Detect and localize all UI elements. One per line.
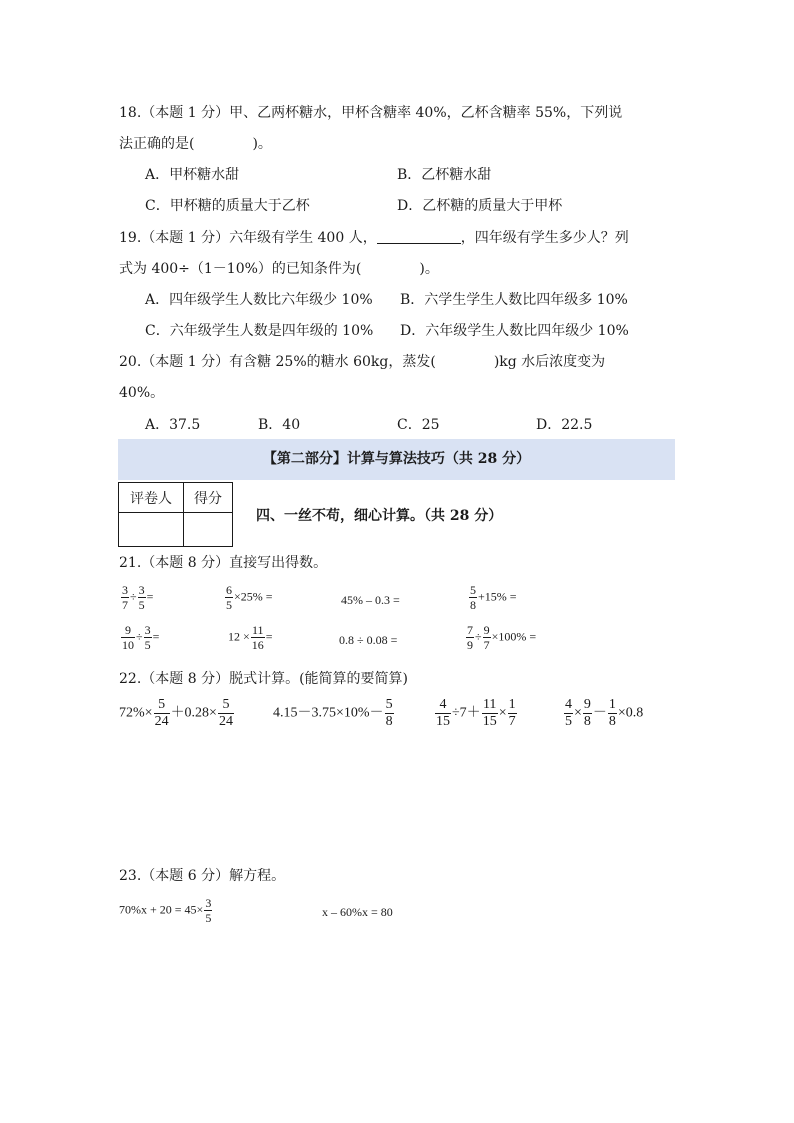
q21-expr-1 <box>120 584 153 611</box>
q22-e1-d1: 24 <box>154 714 169 729</box>
q21-e5-op: ÷ <box>136 629 143 644</box>
q22-e3-n2: 11 <box>482 697 497 712</box>
q19-line1-a: 19.（本题 1 分）六年级有学生 400 人， <box>119 230 377 246</box>
q21-e4-tail: +15% = <box>478 589 517 604</box>
q21-e8-op: ÷ <box>475 629 482 644</box>
q21-e1-n2: 3 <box>138 583 145 597</box>
q23-e1-pre: 70%x + 20 = 45× <box>119 902 204 917</box>
q23-e1-n1: 3 <box>205 896 212 910</box>
q21-e1-d1: 7 <box>122 598 128 612</box>
q22-e4-op2: － <box>592 705 607 721</box>
q21-e8-n1: 7 <box>467 623 473 637</box>
q21-e5-n1: 9 <box>121 624 135 638</box>
q21-e8-d1: 9 <box>467 638 473 652</box>
q21-expr-3: 45% – 0.3 = <box>341 593 400 607</box>
q21-e8-tail: ×100% = <box>491 629 537 644</box>
q18-option-d: D．乙杯糖的质量大于甲杯 <box>397 198 563 214</box>
q22-e3-op: × <box>498 705 507 721</box>
q22-e3-mid: ÷7＋ <box>452 705 481 721</box>
q22-e3-d3: 7 <box>508 714 516 729</box>
q20-line1-a: 20.（本题 1 分）有含糖 25%的糖水 60kg，蒸发( <box>119 354 436 370</box>
q21-e5-tail: = <box>152 629 160 644</box>
score-table <box>118 482 233 547</box>
q22-e2-d1: 8 <box>385 714 393 729</box>
q22-expr-2 <box>273 698 395 729</box>
q20-line2: 40%。 <box>119 385 165 401</box>
q22-title: 22.（本题 8 分）脱式计算。(能简算的要简算) <box>119 671 408 687</box>
q23-title: 23.（本题 6 分）解方程。 <box>119 868 286 884</box>
q18-line2-b: )。 <box>252 136 272 152</box>
q21-expr-8 <box>465 624 536 651</box>
score-table-header-score: 得分 <box>184 483 233 513</box>
q22-e3-n1: 4 <box>435 698 451 714</box>
q19-line2-a: 式为 400÷（1－10%）的已知条件为( <box>119 261 362 277</box>
q19-line2 <box>119 258 439 278</box>
q19-option-b: B．六学生学生人数比四年级多 10% <box>400 292 628 308</box>
q22-e1-mid: ＋0.28× <box>170 705 217 721</box>
q22-e1-n1: 5 <box>154 698 170 714</box>
q21-e8-d2: 7 <box>483 638 490 652</box>
q19-line2-b: )。 <box>419 261 439 277</box>
q21-e5-n2: 3 <box>144 623 151 637</box>
q22-expr-1 <box>119 698 235 729</box>
q20-option-d: D．22.5 <box>536 417 593 433</box>
q20-option-c: C．25 <box>397 417 440 433</box>
q20-line1-b: )kg 水后浓度变为 <box>493 354 606 370</box>
q21-e1-d2: 5 <box>138 598 145 612</box>
q21-e6-d1: 16 <box>251 638 264 652</box>
q21-e4-d1: 8 <box>470 598 476 612</box>
q21-e6-tail: = <box>265 629 273 644</box>
q22-e4-n1: 4 <box>565 697 572 712</box>
q22-e4-n3: 1 <box>608 697 616 712</box>
q22-e3-d2: 15 <box>482 714 497 729</box>
q21-title: 21.（本题 8 分）直接写出得数。 <box>119 555 328 571</box>
q22-expr-3 <box>434 698 518 729</box>
q20-option-b: B．40 <box>258 417 301 433</box>
q20-line1 <box>119 351 605 371</box>
q23-equation-2: x – 60%x = 80 <box>322 905 393 919</box>
q19-option-d: D．六年级学生人数比四年级少 10% <box>400 323 629 339</box>
grader-cell[interactable] <box>119 513 184 547</box>
q22-e4-n2: 9 <box>583 697 591 712</box>
q21-e8-n2: 9 <box>483 623 490 637</box>
q19-line1-b: ，四年级有学生多少人？列 <box>460 230 629 246</box>
q21-e1-tail: = <box>146 589 154 604</box>
q21-e2-d1: 5 <box>226 598 232 612</box>
score-table-header-grader: 评卷人 <box>119 483 184 513</box>
section-banner: 【第二部分】计算与算法技巧（共 28 分） <box>118 439 675 480</box>
q19-option-c: C．六年级学生人数是四年级的 10% <box>145 323 374 339</box>
q21-expr-6 <box>228 624 273 651</box>
q22-e4-tail: ×0.8 <box>617 705 644 721</box>
q21-e1-n1: 3 <box>122 583 128 597</box>
q18-option-b: B．乙杯糖水甜 <box>397 167 492 183</box>
q18-option-c: C．甲杯糖的质量大于乙杯 <box>145 198 310 214</box>
q22-e2-n1: 5 <box>385 697 393 712</box>
q20-option-a: A．37.5 <box>145 417 201 433</box>
q21-expr-5 <box>120 624 159 651</box>
q22-e4-d3: 8 <box>608 714 616 729</box>
q22-expr-4 <box>563 698 643 729</box>
q22-e1-pre: 72%× <box>119 705 153 721</box>
q19-line1 <box>119 227 629 247</box>
q21-e2-n1: 6 <box>226 583 232 597</box>
q21-e5-d1: 10 <box>122 638 134 652</box>
q21-e2-tail: ×25% = <box>234 589 273 604</box>
q19-fill-line[interactable] <box>377 243 461 244</box>
q18-line1: 18.（本题 1 分）甲、乙两杯糖水，甲杯含糖率 40%，乙杯含糖率 55%，下列说 <box>119 105 623 121</box>
q18-option-a: A．甲杯糖水甜 <box>145 167 240 183</box>
section-four-heading: 四、一丝不苟，细心计算。（共 28 分） <box>256 508 503 524</box>
q22-e4-d1: 5 <box>565 714 572 729</box>
q18-line2-a: 法正确的是( <box>119 136 195 152</box>
q21-e6-n1: 11 <box>252 623 264 637</box>
q22-e3-d1: 15 <box>436 714 450 729</box>
q21-e4-n1: 5 <box>470 583 476 597</box>
q22-e3-n3: 1 <box>508 697 516 712</box>
q23-equation-1 <box>119 897 213 924</box>
q19-option-a: A．四年级学生人数比六年级少 10% <box>145 292 373 308</box>
q21-e1-op: ÷ <box>130 589 137 604</box>
q22-e1-d2: 24 <box>218 714 233 729</box>
q18-line2 <box>119 133 272 153</box>
score-cell[interactable] <box>184 513 233 547</box>
q21-e6-pre: 12 × <box>228 629 250 644</box>
q23-e1-d1: 5 <box>205 911 212 925</box>
q22-e1-n2: 5 <box>218 698 234 714</box>
q21-expr-4 <box>468 584 517 611</box>
q22-e4-op1: × <box>574 705 582 721</box>
q21-e5-d2: 5 <box>144 638 151 652</box>
q21-expr-2 <box>224 584 273 611</box>
q22-e2-pre: 4.15－3.75×10%－ <box>273 705 384 721</box>
q21-expr-7: 0.8 ÷ 0.08 = <box>339 633 398 647</box>
q22-e4-d2: 8 <box>583 714 591 729</box>
